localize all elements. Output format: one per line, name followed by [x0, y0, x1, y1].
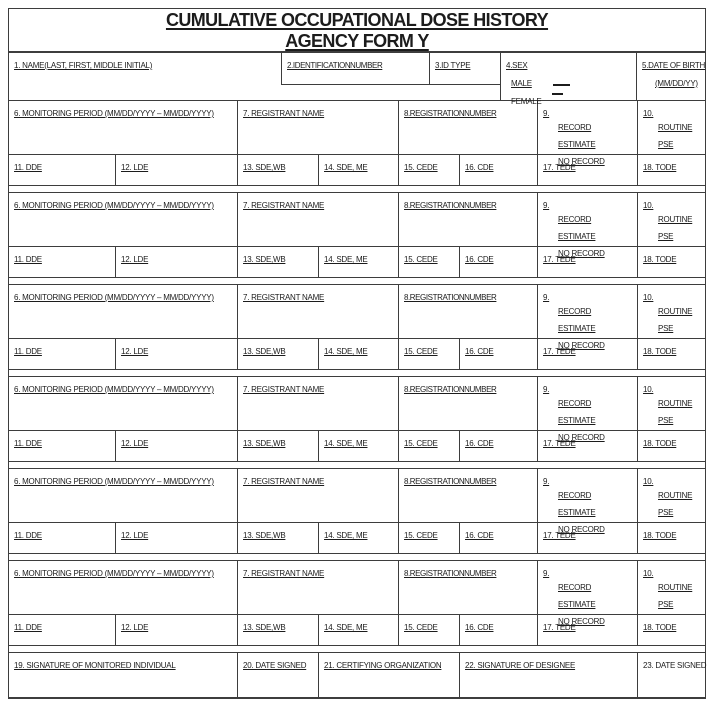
dose-label-tode: 18. TODE: [643, 439, 677, 448]
date-signed-2-cell[interactable]: [638, 653, 705, 697]
registrant-name-cell[interactable]: [238, 101, 399, 154]
exposure-type-number: 10.: [643, 569, 654, 578]
dose-label-tede: 17. TEDE: [543, 347, 576, 356]
dose-cell-lde[interactable]: [116, 615, 238, 645]
dose-label-sde-me: 14. SDE, ME: [324, 255, 368, 264]
registration-number-label: 8. REGISTRATION NUMBER: [404, 293, 497, 302]
dose-row: [9, 430, 705, 462]
dose-label-tede: 17. TEDE: [543, 255, 576, 264]
dose-basis-option-record[interactable]: RECORD: [558, 491, 592, 500]
dose-label-dde: 11. DDE: [14, 439, 42, 448]
exposure-type-cell: [638, 377, 705, 430]
dose-cell-tode[interactable]: [638, 523, 705, 553]
exposure-type-number: 10.: [643, 477, 654, 486]
exposure-type-option-routine[interactable]: ROUTINE: [658, 491, 693, 500]
monitoring-row: [9, 284, 705, 350]
dose-basis-cell: [538, 193, 638, 258]
monitoring-block: [9, 192, 705, 278]
dose-label-cde: 16. CDE: [465, 531, 494, 540]
registrant-name-label: 7. REGISTRANT NAME: [243, 201, 325, 210]
dose-cell-cede[interactable]: [399, 155, 460, 185]
monitoring-period-cell[interactable]: [9, 561, 238, 614]
monitoring-period-label: 6. MONITORING PERIOD (MM/DD/YYYY – MM/DD/YYYY): [14, 569, 214, 578]
monitoring-period-cell[interactable]: [9, 193, 238, 246]
registrant-name-label: 7. REGISTRANT NAME: [243, 477, 325, 486]
dose-label-tede: 17. TEDE: [543, 439, 576, 448]
dose-basis-number: 9.: [543, 385, 550, 394]
name-cell[interactable]: [9, 53, 281, 100]
male-blank-line[interactable]: [553, 84, 570, 86]
signature-designee-label: 22. SIGNATURE OF DESIGNEE: [465, 661, 576, 670]
dose-basis-number: 9.: [543, 293, 550, 302]
date-signed-label: 20. DATE SIGNED: [243, 661, 307, 670]
exposure-type-option-pse[interactable]: PSE: [658, 324, 674, 333]
dose-row: [9, 522, 705, 554]
registration-number-label: 8. REGISTRATION NUMBER: [404, 385, 497, 394]
dose-basis-number: 9.: [543, 477, 550, 486]
dose-cell-lde[interactable]: [116, 339, 238, 369]
dose-cell-lde[interactable]: [116, 247, 238, 277]
sex-option-female[interactable]: FEMALE: [511, 97, 542, 106]
date-signed-2-label: 23. DATE SIGNED: [643, 661, 707, 670]
monitoring-row: [9, 192, 705, 258]
dose-cell-cede[interactable]: [399, 247, 460, 277]
registration-number-label: 8. REGISTRATION NUMBER: [404, 477, 497, 486]
exposure-type-cell: [638, 561, 705, 614]
monitoring-period-label: 6. MONITORING PERIOD (MM/DD/YYYY – MM/DD/YYYY): [14, 201, 214, 210]
dose-cell-dde[interactable]: [9, 615, 116, 645]
id-type-cell[interactable]: [430, 53, 500, 85]
dose-label-cede: 15. CEDE: [404, 439, 438, 448]
dose-basis-option-no-record[interactable]: NO RECORD: [558, 617, 605, 626]
dose-cell-dde[interactable]: [9, 339, 116, 369]
dose-label-tode: 18. TODE: [643, 255, 677, 264]
registrant-name-label: 7. REGISTRANT NAME: [243, 385, 325, 394]
dose-cell-sde-me[interactable]: [319, 339, 399, 369]
signature-row: [9, 652, 705, 697]
dose-label-lde: 12. LDE: [121, 163, 149, 172]
dose-label-sde-wb: 13. SDE,WB: [243, 623, 286, 632]
dose-cell-sde-wb[interactable]: [238, 615, 319, 645]
monitoring-period-label: 6. MONITORING PERIOD (MM/DD/YYYY – MM/DD/YYYY): [14, 477, 214, 486]
dose-cell-lde[interactable]: [116, 431, 238, 461]
header-row: [9, 53, 706, 106]
exposure-type-cell: [638, 193, 705, 246]
dose-label-cde: 16. CDE: [465, 163, 494, 172]
dose-row: [9, 246, 705, 278]
registration-number-label: 8. REGISTRATION NUMBER: [404, 109, 497, 118]
dose-label-lde: 12. LDE: [121, 531, 149, 540]
dose-label-sde-me: 14. SDE, ME: [324, 439, 368, 448]
exposure-type-cell: [638, 469, 705, 522]
dose-label-dde: 11. DDE: [14, 163, 42, 172]
dose-label-cede: 15. CEDE: [404, 531, 438, 540]
registration-number-label: 8. REGISTRATION NUMBER: [404, 569, 497, 578]
dose-label-cede: 15. CEDE: [404, 347, 438, 356]
dose-cell-tede[interactable]: [538, 523, 638, 553]
dose-label-tode: 18. TODE: [643, 163, 677, 172]
exposure-type-option-pse[interactable]: PSE: [658, 600, 674, 609]
exposure-type-option-routine[interactable]: ROUTINE: [658, 583, 693, 592]
exposure-type-option-routine[interactable]: ROUTINE: [658, 215, 693, 224]
registrant-name-label: 7. REGISTRANT NAME: [243, 109, 325, 118]
exposure-type-number: 10.: [643, 293, 654, 302]
dose-label-cede: 15. CEDE: [404, 255, 438, 264]
dose-basis-cell: [538, 285, 638, 350]
registrant-name-cell[interactable]: [238, 193, 399, 246]
name-label: 1. NAME(LAST, FIRST, MIDDLE INITIAL): [14, 61, 153, 70]
dose-cell-sde-wb[interactable]: [238, 247, 319, 277]
dose-cell-cde[interactable]: [460, 247, 538, 277]
dose-cell-sde-me[interactable]: [319, 247, 399, 277]
dose-cell-tede[interactable]: [538, 155, 638, 185]
dose-row: [9, 154, 705, 186]
dose-row: [9, 614, 705, 646]
dose-basis-option-record[interactable]: RECORD: [558, 583, 592, 592]
dose-basis-number: 9.: [543, 201, 550, 210]
dose-label-lde: 12. LDE: [121, 623, 149, 632]
dose-cell-sde-me[interactable]: [319, 615, 399, 645]
dose-basis-option-estimate[interactable]: ESTIMATE: [558, 232, 596, 241]
exposure-type-number: 10.: [643, 109, 654, 118]
dose-cell-cde[interactable]: [460, 615, 538, 645]
dose-cell-tode[interactable]: [638, 615, 705, 645]
registrant-name-cell[interactable]: [238, 377, 399, 430]
dose-basis-option-estimate[interactable]: ESTIMATE: [558, 508, 596, 517]
dose-label-tode: 18. TODE: [643, 623, 677, 632]
certifying-organization-label: 21. CERTIFYING ORGANIZATION: [324, 661, 442, 670]
dose-label-sde-me: 14. SDE, ME: [324, 531, 368, 540]
dose-label-cde: 16. CDE: [465, 623, 494, 632]
dose-cell-tede[interactable]: [538, 339, 638, 369]
signature-individual-label: 19. SIGNATURE OF MONITORED INDIVIDUAL: [14, 661, 176, 670]
dose-cell-sde-me[interactable]: [319, 523, 399, 553]
female-blank-line[interactable]: [552, 93, 563, 95]
exposure-type-number: 10.: [643, 201, 654, 210]
id-type-label: 3.ID TYPE: [435, 61, 471, 70]
registration-number-cell[interactable]: [399, 469, 538, 522]
dose-label-cde: 16. CDE: [465, 347, 494, 356]
exposure-type-option-pse[interactable]: PSE: [658, 140, 674, 149]
dose-cell-dde[interactable]: [9, 431, 116, 461]
date-of-birth-format: (MM/DD/YY): [655, 79, 698, 88]
dose-cell-cde[interactable]: [460, 523, 538, 553]
dose-label-tede: 17. TEDE: [543, 531, 576, 540]
registration-number-label: 8. REGISTRATION NUMBER: [404, 201, 497, 210]
id-number-cell[interactable]: [281, 53, 430, 85]
dose-label-tode: 18. TODE: [643, 531, 677, 540]
dose-label-sde-me: 14. SDE, ME: [324, 163, 368, 172]
dose-basis-option-no-record[interactable]: NO RECORD: [558, 433, 605, 442]
dose-cell-dde[interactable]: [9, 155, 116, 185]
monitoring-period-cell[interactable]: [9, 101, 238, 154]
dose-cell-cede[interactable]: [399, 523, 460, 553]
exposure-type-option-routine[interactable]: ROUTINE: [658, 307, 693, 316]
dose-basis-option-record[interactable]: RECORD: [558, 215, 592, 224]
dose-basis-cell: [538, 377, 638, 442]
dose-basis-option-estimate[interactable]: ESTIMATE: [558, 416, 596, 425]
dose-label-dde: 11. DDE: [14, 255, 42, 264]
form-title-line1: CUMULATIVE OCCUPATIONAL DOSE HISTORY: [165, 10, 549, 30]
form-title-line2: AGENCY FORM Y: [285, 31, 429, 51]
registration-number-cell[interactable]: [399, 561, 538, 614]
exposure-type-number: 10.: [643, 385, 654, 394]
dose-cell-cde[interactable]: [460, 431, 538, 461]
dose-basis-cell: [538, 561, 638, 626]
monitoring-period-cell[interactable]: [9, 469, 238, 522]
sex-cell: [500, 53, 636, 106]
dose-cell-cede[interactable]: [399, 431, 460, 461]
registrant-name-cell[interactable]: [238, 561, 399, 614]
dose-label-sde-wb: 13. SDE,WB: [243, 439, 286, 448]
sex-option-male[interactable]: MALE: [511, 79, 532, 88]
form-title: [9, 9, 705, 53]
monitoring-period-cell[interactable]: [9, 285, 238, 338]
dose-label-sde-wb: 13. SDE,WB: [243, 531, 286, 540]
dose-cell-tede[interactable]: [538, 431, 638, 461]
dose-history-form: [8, 8, 706, 699]
dose-label-dde: 11. DDE: [14, 531, 42, 540]
date-signed-cell[interactable]: [238, 653, 319, 697]
dose-label-cede: 15. CEDE: [404, 163, 438, 172]
dose-label-dde: 11. DDE: [14, 347, 42, 356]
dose-cell-tode[interactable]: [638, 431, 705, 461]
dose-cell-lde[interactable]: [116, 155, 238, 185]
monitoring-block: [9, 284, 705, 370]
dose-label-tede: 17. TEDE: [543, 163, 576, 172]
dose-basis-option-estimate[interactable]: ESTIMATE: [558, 140, 596, 149]
dose-cell-tode[interactable]: [638, 247, 705, 277]
blocks-container: [9, 100, 705, 646]
certifying-organization-cell[interactable]: [319, 653, 460, 697]
dose-cell-sde-me[interactable]: [319, 431, 399, 461]
signature-individual-cell[interactable]: [9, 653, 238, 697]
dose-basis-option-no-record[interactable]: NO RECORD: [558, 249, 605, 258]
date-of-birth-cell[interactable]: [636, 53, 705, 100]
exposure-type-cell: [638, 101, 705, 154]
dose-label-sde-wb: 13. SDE,WB: [243, 347, 286, 356]
dose-basis-number: 9.: [543, 109, 550, 118]
dose-label-lde: 12. LDE: [121, 255, 149, 264]
sex-label: 4.SEX: [506, 61, 528, 70]
monitoring-row: [9, 376, 705, 442]
monitoring-block: [9, 468, 705, 554]
registration-number-cell[interactable]: [399, 101, 538, 154]
dose-basis-option-no-record[interactable]: NO RECORD: [558, 157, 605, 166]
dose-label-cede: 15. CEDE: [404, 623, 438, 632]
dose-basis-option-record[interactable]: RECORD: [558, 123, 592, 132]
dose-label-sde-me: 14. SDE, ME: [324, 347, 368, 356]
dose-cell-sde-wb[interactable]: [238, 523, 319, 553]
exposure-type-cell: [638, 285, 705, 338]
dose-cell-cde[interactable]: [460, 155, 538, 185]
registrant-name-label: 7. REGISTRANT NAME: [243, 293, 325, 302]
dose-cell-sde-me[interactable]: [319, 155, 399, 185]
monitoring-period-cell[interactable]: [9, 377, 238, 430]
monitoring-period-label: 6. MONITORING PERIOD (MM/DD/YYYY – MM/DD/YYYY): [14, 293, 214, 302]
dose-cell-cde[interactable]: [460, 339, 538, 369]
monitoring-period-label: 6. MONITORING PERIOD (MM/DD/YYYY – MM/DD/YYYY): [14, 109, 214, 118]
monitoring-row: [9, 560, 705, 626]
dose-basis-option-estimate[interactable]: ESTIMATE: [558, 324, 596, 333]
dose-cell-dde[interactable]: [9, 523, 116, 553]
monitoring-block: [9, 100, 705, 186]
registration-number-cell[interactable]: [399, 193, 538, 246]
dose-label-sde-wb: 13. SDE,WB: [243, 255, 286, 264]
monitoring-period-label: 6. MONITORING PERIOD (MM/DD/YYYY – MM/DD/YYYY): [14, 385, 214, 394]
exposure-type-option-routine[interactable]: ROUTINE: [658, 399, 693, 408]
dose-label-sde-wb: 13. SDE,WB: [243, 163, 286, 172]
id-number-label: 2.IDENTIFICATION NUMBER: [287, 61, 383, 70]
dose-cell-tede[interactable]: [538, 615, 638, 645]
dose-cell-tode[interactable]: [638, 339, 705, 369]
dose-cell-cede[interactable]: [399, 615, 460, 645]
registrant-name-cell[interactable]: [238, 285, 399, 338]
dose-cell-lde[interactable]: [116, 523, 238, 553]
dose-basis-cell: [538, 101, 638, 166]
exposure-type-option-pse[interactable]: PSE: [658, 508, 674, 517]
dose-cell-cede[interactable]: [399, 339, 460, 369]
registration-number-cell[interactable]: [399, 285, 538, 338]
dose-cell-sde-wb[interactable]: [238, 155, 319, 185]
monitoring-block: [9, 376, 705, 462]
dose-label-tode: 18. TODE: [643, 347, 677, 356]
dose-cell-dde[interactable]: [9, 247, 116, 277]
signature-designee-cell[interactable]: [460, 653, 638, 697]
dose-basis-option-estimate[interactable]: ESTIMATE: [558, 600, 596, 609]
dose-label-cde: 16. CDE: [465, 255, 494, 264]
dose-cell-sde-wb[interactable]: [238, 431, 319, 461]
dose-basis-option-record[interactable]: RECORD: [558, 399, 592, 408]
dose-basis-option-no-record[interactable]: NO RECORD: [558, 525, 605, 534]
dose-label-tede: 17. TEDE: [543, 623, 576, 632]
registrant-name-cell[interactable]: [238, 469, 399, 522]
dose-cell-tode[interactable]: [638, 155, 705, 185]
dose-basis-option-record[interactable]: RECORD: [558, 307, 592, 316]
dose-basis-option-no-record[interactable]: NO RECORD: [558, 341, 605, 350]
dose-label-lde: 12. LDE: [121, 439, 149, 448]
dose-label-sde-me: 14. SDE, ME: [324, 623, 368, 632]
dose-row: [9, 338, 705, 370]
dose-cell-sde-wb[interactable]: [238, 339, 319, 369]
registration-number-cell[interactable]: [399, 377, 538, 430]
dose-label-cde: 16. CDE: [465, 439, 494, 448]
registrant-name-label: 7. REGISTRANT NAME: [243, 569, 325, 578]
monitoring-row: [9, 100, 705, 166]
dose-basis-number: 9.: [543, 569, 550, 578]
monitoring-row: [9, 468, 705, 534]
dose-label-lde: 12. LDE: [121, 347, 149, 356]
exposure-type-option-pse[interactable]: PSE: [658, 232, 674, 241]
exposure-type-option-routine[interactable]: ROUTINE: [658, 123, 693, 132]
dose-basis-cell: [538, 469, 638, 534]
date-of-birth-label: 5.DATE OF BIRTH: [642, 61, 706, 70]
dose-cell-tede[interactable]: [538, 247, 638, 277]
exposure-type-option-pse[interactable]: PSE: [658, 416, 674, 425]
monitoring-block: [9, 560, 705, 646]
dose-label-dde: 11. DDE: [14, 623, 42, 632]
